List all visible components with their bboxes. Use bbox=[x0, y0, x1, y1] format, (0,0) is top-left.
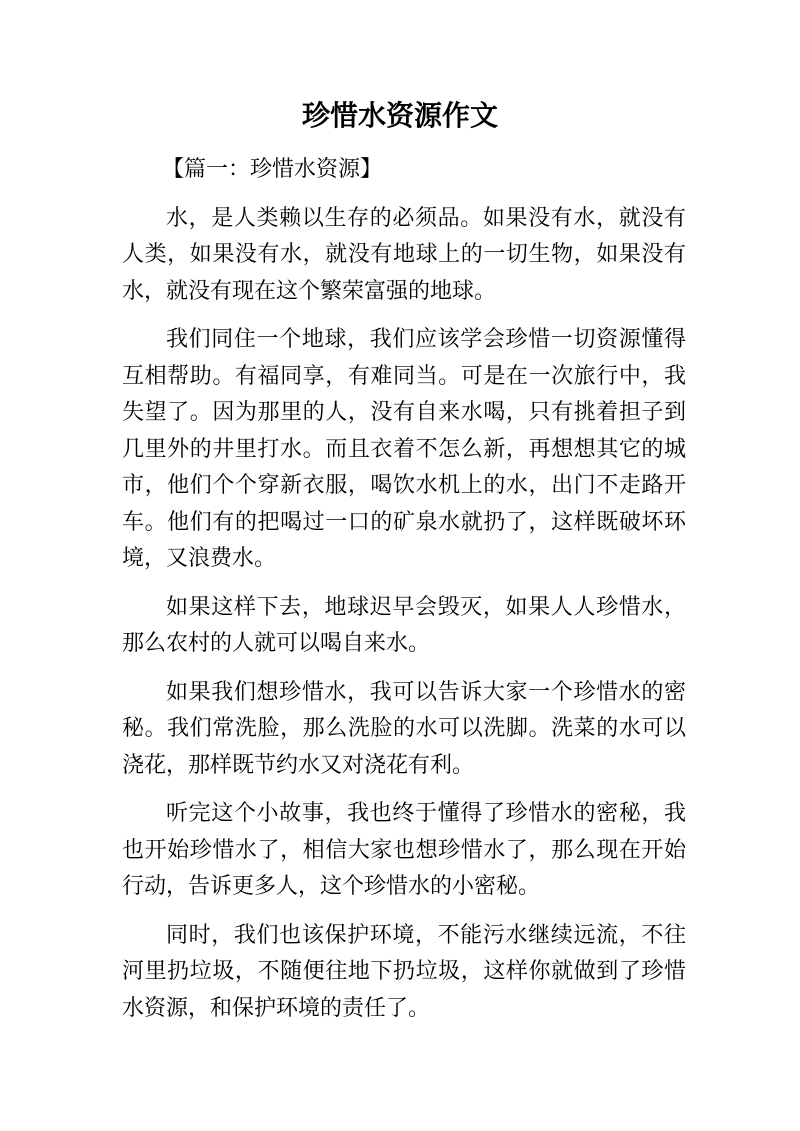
document-title: 珍惜水资源作文 bbox=[301, 99, 498, 132]
essay-body bbox=[122, 152, 686, 1039]
paragraph-3: 如果这样下去，地球迟早会毁灭，如果人人珍惜水，那么农村的人就可以喝自来水。 bbox=[122, 594, 686, 656]
paragraph-1: 水，是人类赖以生存的必须品。如果没有水，就没有人类，如果没有水，就没有地球上的一切生物，如果没有水，就没有现在这个繁荣富强的地球。 bbox=[122, 205, 686, 304]
section-heading: 【篇一：珍惜水资源】 bbox=[162, 157, 383, 182]
paragraph-2: 我们同住一个地球，我们应该学会珍惜一切资源懂得互相帮助。有福同享，有难同当。可是在一次旅行中，我失望了。因为那里的人，没有自来水喝，只有挑着担子到几里外的井里打水。而且衣着不怎么新，再想想其它的城市，他们个个穿新衣服，喝饮水机上的水，出门不走路开车。他们有的把喝过一口的矿泉水就扔了，这样既破坏环境，又浪费水。 bbox=[122, 327, 686, 571]
paragraph-4: 如果我们想珍惜水，我可以告诉大家一个珍惜水的密秘。我们常洗脸，那么洗脸的水可以洗脚。洗菜的水可以浇花，那样既节约水又对浇花有利。 bbox=[122, 679, 686, 778]
paragraph-6: 同时，我们也该保护环境，不能污水继续远流，不往河里扔垃圾，不随便往地下扔垃圾，这样你就做到了珍惜水资源，和保护环境的责任了。 bbox=[122, 922, 686, 1021]
paragraph-5: 听完这个小故事，我也终于懂得了珍惜水的密秘，我也开始珍惜水了，相信大家也想珍惜水了，那么现在开始行动，告诉更多人，这个珍惜水的小密秘。 bbox=[122, 801, 686, 899]
